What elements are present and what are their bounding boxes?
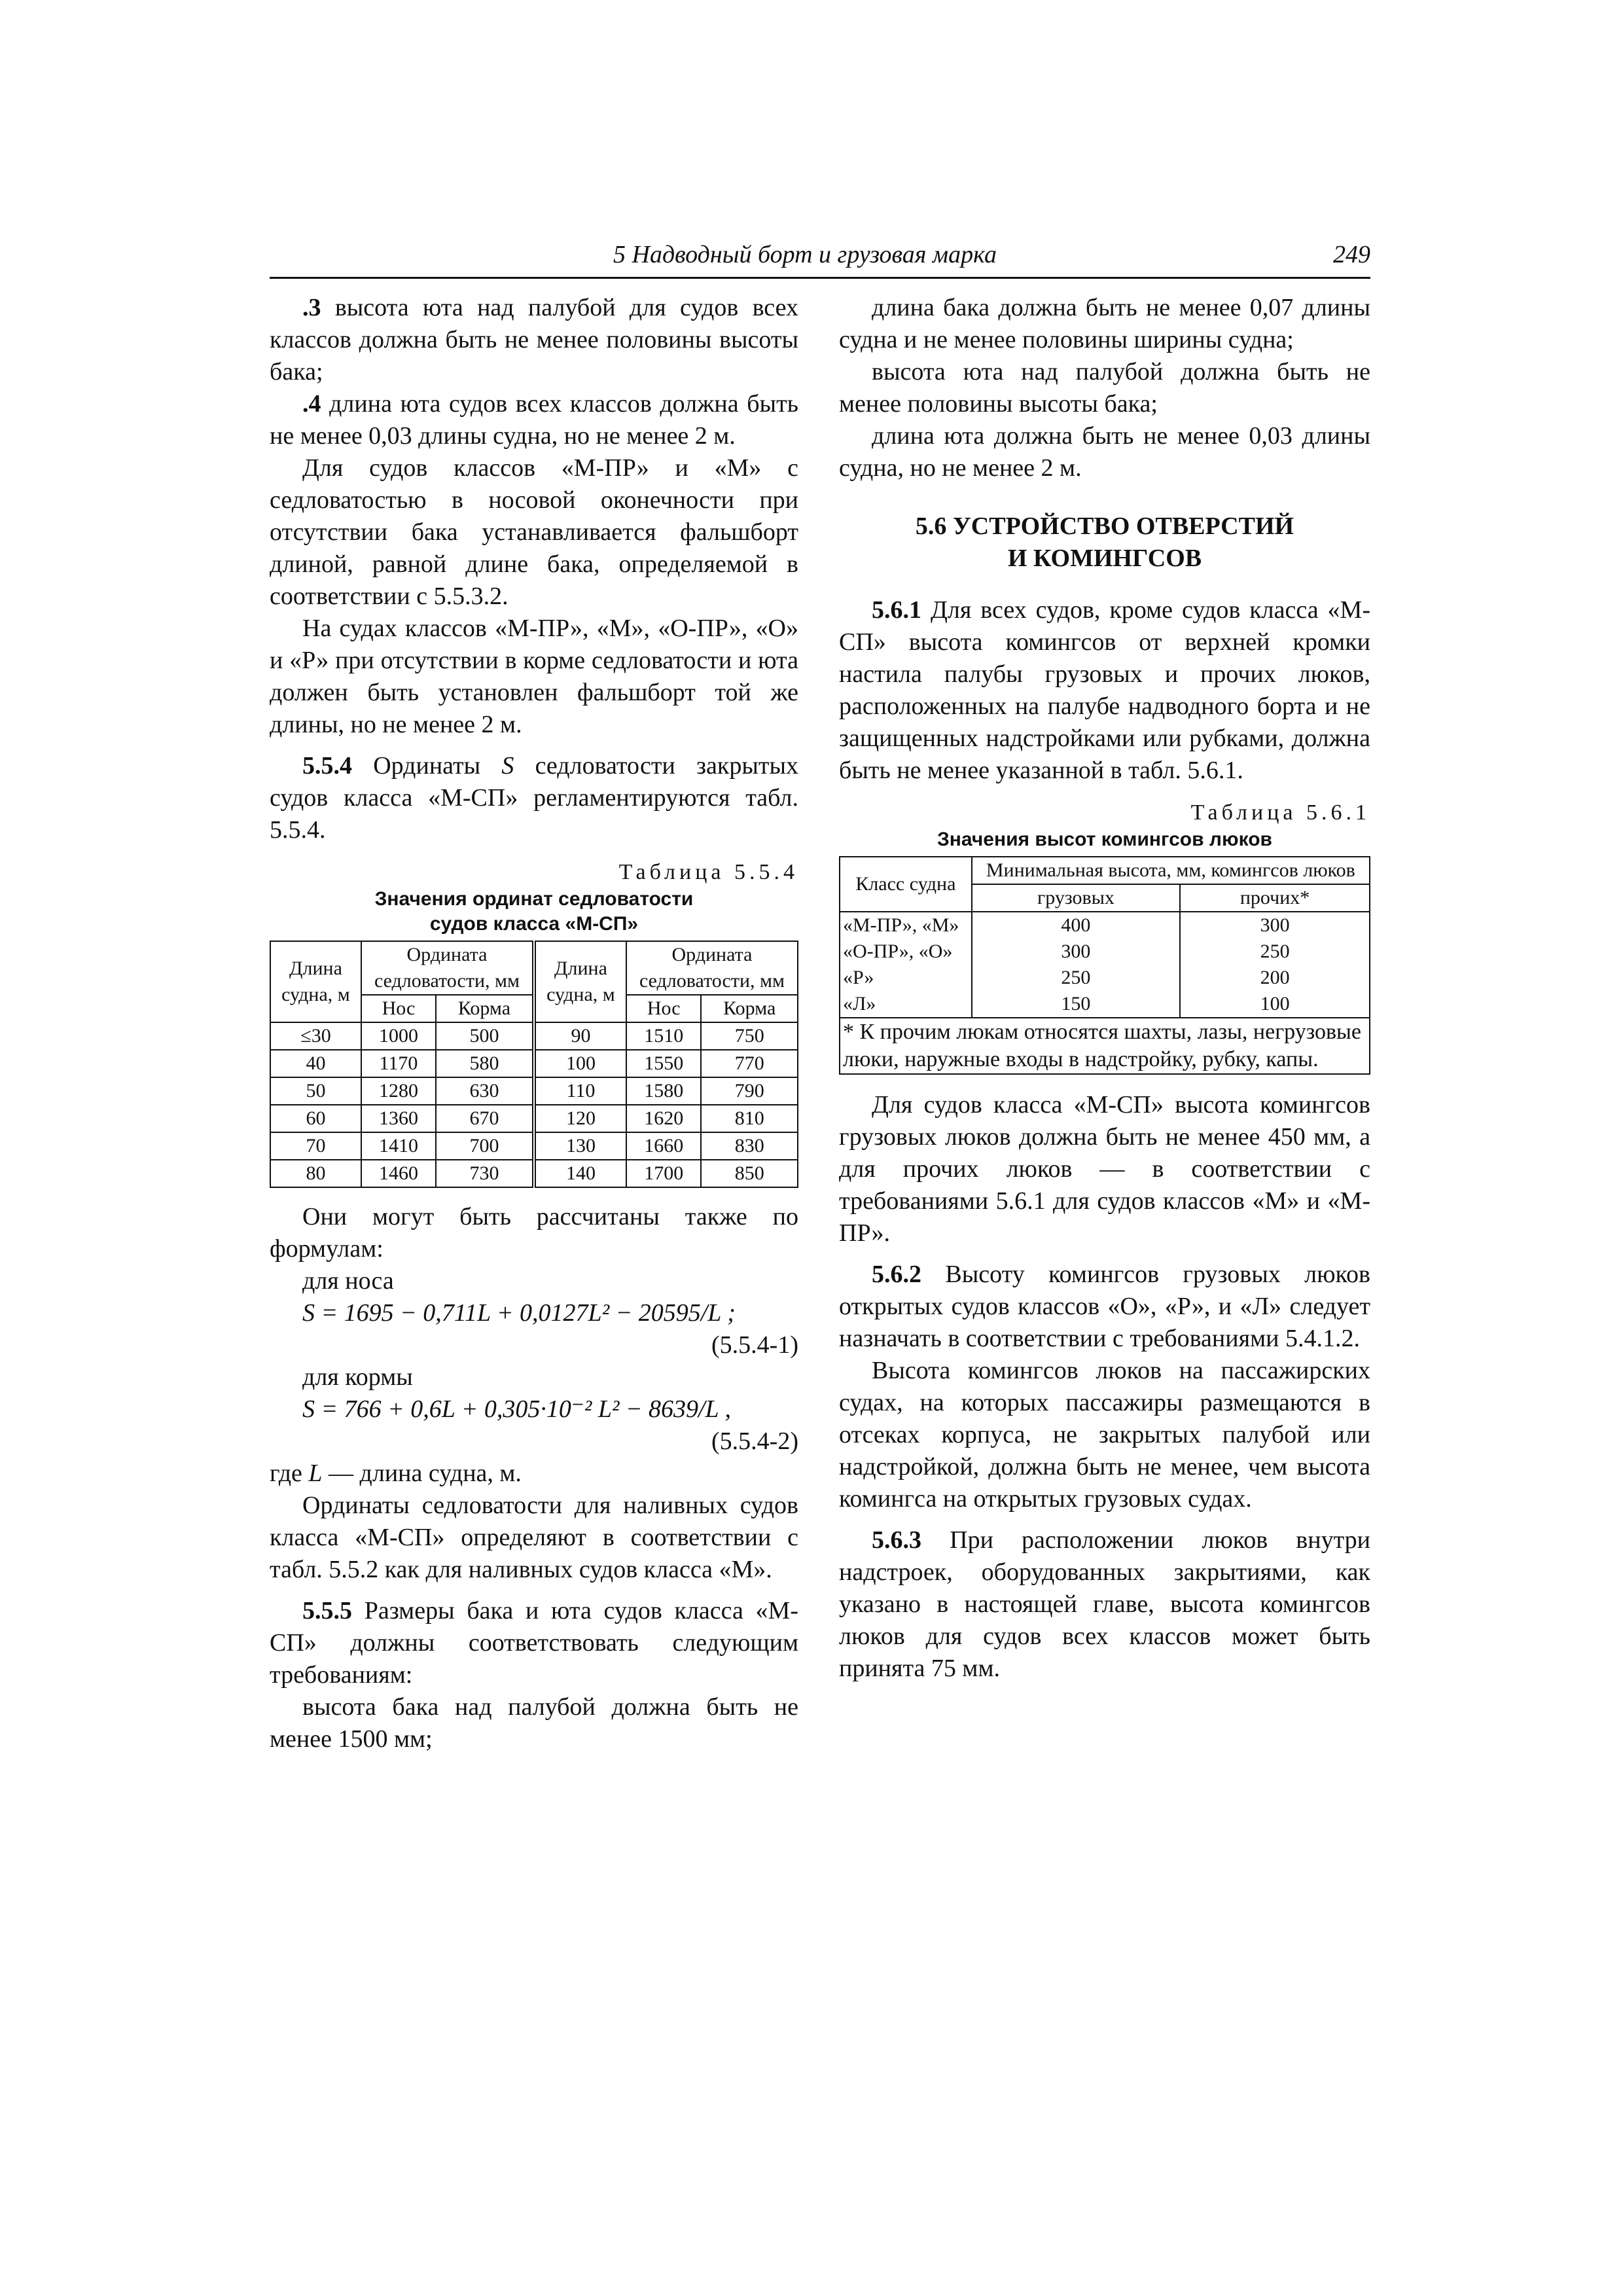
header-other: прочих* <box>1180 884 1370 912</box>
table-caption: Таблица 5.6.1 <box>1190 800 1370 825</box>
formula-label: для носа <box>302 1267 394 1295</box>
cell: 130 <box>534 1132 626 1160</box>
variable: L <box>308 1460 323 1487</box>
header-class: Класс судна <box>840 857 972 912</box>
cell: 700 <box>436 1132 534 1160</box>
section-number: 5.5.5 <box>302 1597 352 1624</box>
paragraph <box>839 1524 1370 1685</box>
cell: «Л» <box>840 991 972 1018</box>
cell: 90 <box>534 1022 626 1050</box>
paragraph-text: — длина судна, м. <box>322 1460 522 1487</box>
table-footnote-row <box>840 1018 1370 1074</box>
equation-number: (5.5.4-2) <box>711 1427 798 1455</box>
paragraph: На судах классов «М-ПР», «М», «О-ПР», «О» и «Р» при отсутствии в корме седловатости и юта должен быть установлен фальшборт той же длины, но не менее 2 м. <box>270 615 798 738</box>
cell: 1700 <box>626 1160 702 1187</box>
cell: «Р» <box>840 965 972 991</box>
cell: «О-ПР», «О» <box>840 939 972 965</box>
left-column <box>270 292 798 1755</box>
paragraph-text: Высоту комингсов грузовых люков открытых судов классов «О», «Р», и «Л» следует назначать в соответствии с требованиями 5.4.1.2. <box>839 1261 1370 1352</box>
table-row <box>840 912 1370 939</box>
cell: 300 <box>1180 912 1370 939</box>
paragraph: Ординаты седловатости для наливных судов класса «М-СП» определяют в соответствии с табл. 5.5.2 как для наливных судов класса «М». <box>270 1492 798 1583</box>
cell: ≤30 <box>270 1022 361 1050</box>
paragraph <box>270 1458 798 1490</box>
cell: 50 <box>270 1077 361 1105</box>
cell: 750 <box>701 1022 798 1050</box>
cell: 1620 <box>626 1105 702 1132</box>
cell: 250 <box>972 965 1180 991</box>
table-row <box>270 1050 798 1077</box>
cell: 100 <box>1180 991 1370 1018</box>
sheer-ordinates-table <box>270 941 798 1188</box>
cell: 1000 <box>361 1022 436 1050</box>
cell: 1580 <box>626 1077 702 1105</box>
cell: 250 <box>1180 939 1370 965</box>
header-cargo: грузовых <box>972 884 1180 912</box>
paragraph <box>839 594 1370 787</box>
paragraph-text: где <box>270 1460 309 1487</box>
page-number: 249 <box>1333 241 1370 268</box>
cell: 500 <box>436 1022 534 1050</box>
paragraph <box>839 1259 1370 1355</box>
cell: 1510 <box>626 1022 702 1050</box>
section-number: 5.6.1 <box>872 596 921 624</box>
paragraph <box>270 1595 798 1691</box>
cell: 110 <box>534 1077 626 1105</box>
running-header <box>270 238 1370 279</box>
paragraph <box>270 388 798 452</box>
cell: 70 <box>270 1132 361 1160</box>
table-row <box>270 1105 798 1132</box>
cell: 150 <box>972 991 1180 1018</box>
table-row <box>840 939 1370 965</box>
header-length: Длина судна, м <box>270 941 361 1022</box>
table-row <box>270 1077 798 1105</box>
cell: «М-ПР», «М» <box>840 912 972 939</box>
cell: 770 <box>701 1050 798 1077</box>
cell: 1460 <box>361 1160 436 1187</box>
paragraph: Высота комингсов люков на пассажирских судах, на которых пассажиры размещаются в отсеках корпуса, не закрытых палубой или надстройкой, должна быть не менее, чем высота комингса на открытых грузовых судах. <box>839 1357 1370 1513</box>
table-row <box>840 965 1370 991</box>
cell: 400 <box>972 912 1180 939</box>
cell: 1360 <box>361 1105 436 1132</box>
paragraph-text: Ординаты <box>352 752 502 780</box>
header-bow: Нос <box>626 995 702 1022</box>
cell: 140 <box>534 1160 626 1187</box>
paragraph: Они могут быть рассчитаны также по формулам: <box>270 1203 798 1263</box>
formula-label: для кормы <box>302 1363 413 1391</box>
table-row <box>270 1022 798 1050</box>
paragraph: длина бака должна быть не менее 0,07 длины судна и не менее половины ширины судна; <box>839 294 1370 353</box>
cell: 580 <box>436 1050 534 1077</box>
cell: 670 <box>436 1105 534 1132</box>
table-row <box>270 1160 798 1187</box>
cell: 1410 <box>361 1132 436 1160</box>
section-title <box>839 511 1370 575</box>
header-stern: Корма <box>701 995 798 1022</box>
header-stern: Корма <box>436 995 534 1022</box>
section-number: 5.6.3 <box>872 1526 921 1554</box>
paragraph-text: При расположении люков внутри надстроек, оборудованных закрытиями, как указано в настоящей главе, высота комингсов люков для судов всех классов может быть принята 75 мм. <box>839 1526 1370 1682</box>
paragraph <box>270 292 798 388</box>
cell: 60 <box>270 1105 361 1132</box>
table-title: судов класса «М-СП» <box>429 913 639 935</box>
cell: 100 <box>534 1050 626 1077</box>
header-bow: Нос <box>361 995 436 1022</box>
table-footnote: * К прочим люкам относятся шахты, лазы, негрузовые люки, наружные входы в надстройку, рубку, капы. <box>840 1018 1370 1074</box>
item-number: .3 <box>302 294 321 321</box>
table-title: Значения высот комингсов люков <box>937 829 1272 850</box>
cell: 790 <box>701 1077 798 1105</box>
cell: 810 <box>701 1105 798 1132</box>
cell: 730 <box>436 1160 534 1187</box>
right-column <box>839 292 1370 1685</box>
section-title-line: 5.6 УСТРОЙСТВО ОТВЕРСТИЙ <box>915 512 1294 540</box>
paragraph: высота бака над палубой должна быть не менее 1500 мм; <box>270 1693 798 1753</box>
section-title-line: И КОМИНГСОВ <box>1007 545 1202 572</box>
cell: 1170 <box>361 1050 436 1077</box>
cell: 120 <box>534 1105 626 1132</box>
paragraph: длина юта должна быть не менее 0,03 длины судна, но не менее 2 м. <box>839 422 1370 482</box>
header-length: Длина судна, м <box>534 941 626 1022</box>
header-ordinate: Ордината седловатости, мм <box>361 941 534 995</box>
cell: 80 <box>270 1160 361 1187</box>
cell: 830 <box>701 1132 798 1160</box>
item-number: .4 <box>302 390 321 418</box>
header-ordinate: Ордината седловатости, мм <box>626 941 798 995</box>
cell: 630 <box>436 1077 534 1105</box>
variable: S <box>501 752 514 780</box>
paragraph-text: высота юта над палубой для судов всех классов должна быть не менее половины высоты бака; <box>270 294 798 386</box>
paragraph-text: седловатости закрытых судов класса «М-СП» регламентируются табл. 5.5.4. <box>270 752 798 844</box>
equation-number: (5.5.4-1) <box>711 1331 798 1359</box>
paragraph-text: Размеры бака и юта судов класса «М-СП» должны соответствовать следующим требованиям: <box>270 1597 798 1689</box>
table-caption: Таблица 5.5.4 <box>618 860 798 884</box>
paragraph-text: Для всех судов, кроме судов класса «М-СП» высота комингсов от верхней кромки настила палубы грузовых и прочих люков, расположенных на палубе надводного борта и не защищенных надстройками или рубками, должна быть не менее указанной в табл. 5.6.1. <box>839 596 1370 784</box>
formula: S = 1695 − 0,711L + 0,0127L² − 20595/L ; <box>302 1299 736 1327</box>
coaming-heights-table <box>839 856 1370 1075</box>
paragraph: высота юта над палубой должна быть не менее половины высоты бака; <box>839 358 1370 418</box>
paragraph <box>270 750 798 846</box>
formula: S = 766 + 0,6L + 0,305·10⁻² L² − 8639/L , <box>302 1395 731 1423</box>
header-min-height: Минимальная высота, мм, комингсов люков <box>972 857 1370 884</box>
cell: 1280 <box>361 1077 436 1105</box>
cell: 40 <box>270 1050 361 1077</box>
paragraph: Для судов классов «М-ПР» и «М» с седловатостью в носовой оконечности при отсутствии бака устанавливается фальшборт длиной, равной длине бака, определяемой в соответствии с 5.5.3.2. <box>270 454 798 610</box>
section-number: 5.5.4 <box>302 752 352 780</box>
cell: 1550 <box>626 1050 702 1077</box>
cell: 200 <box>1180 965 1370 991</box>
cell: 850 <box>701 1160 798 1187</box>
paragraph: Для судов класса «М-СП» высота комингсов грузовых люков должна быть не менее 450 мм, а для прочих люков — в соответствии с требованиями 5.6.1 для судов классов «М» и «М-ПР». <box>839 1091 1370 1247</box>
running-title: 5 Надводный борт и грузовая марка <box>613 241 997 268</box>
table-row <box>270 1132 798 1160</box>
table-title: Значения ординат седловатости <box>374 888 694 910</box>
table-row <box>840 991 1370 1018</box>
paragraph-text: длина юта судов всех классов должна быть не менее 0,03 длины судна, но не менее 2 м. <box>270 390 798 450</box>
section-number: 5.6.2 <box>872 1261 921 1288</box>
cell: 1660 <box>626 1132 702 1160</box>
cell: 300 <box>972 939 1180 965</box>
